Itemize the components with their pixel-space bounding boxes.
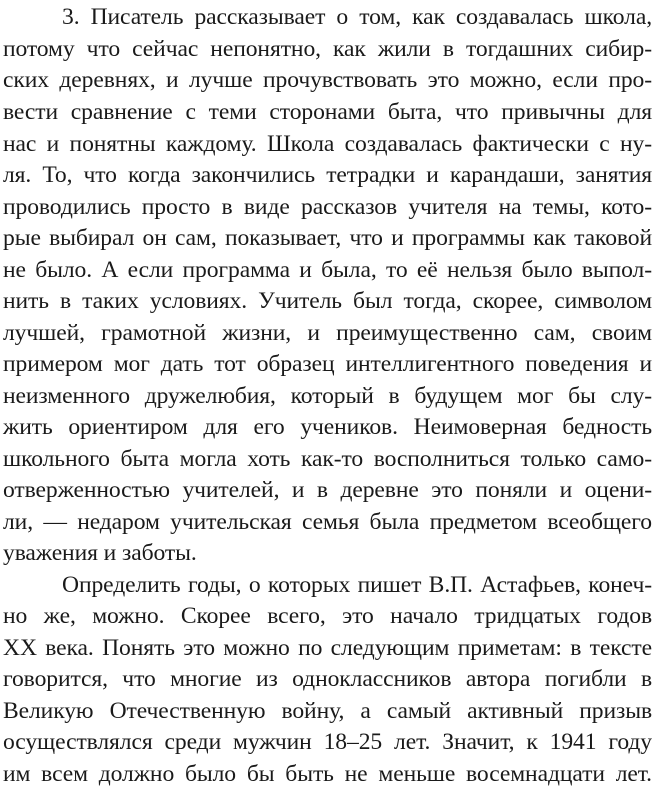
text-line: потому что сейчас непонятно, как жили в тогдашних сибир-: [3, 36, 652, 62]
text-line: Определить годы, о которых пишет В.П. Астафьев, конеч-: [62, 572, 652, 598]
text-line: ли, — недаром учительская семья была предметом всеобщего: [3, 509, 652, 535]
text-line: 3. Писатель рассказывает о том, как создавалась школа,: [62, 4, 652, 30]
text-line: им всем должно было бы быть не меньше восемнадцати лет.: [3, 761, 652, 787]
text-line: нас и понятны каждому. Школа создавалась фактически с ну-: [3, 131, 652, 157]
text-line: Великую Отечественную войну, а самый активный призыв: [3, 698, 652, 724]
text-line: нить в таких условиях. Учитель был тогда, скорее, символом: [3, 288, 652, 314]
text-line: ских деревнях, и лучше прочувствовать это можно, если про-: [3, 67, 652, 93]
text-line: рые выбирал он сам, показывает, что и программы как таковой: [3, 225, 652, 251]
text-line: неизменного дружелюбия, который в будущем мог бы слу-: [3, 383, 652, 409]
text-line: XX века. Понять это можно по следующим приметам: в тексте: [3, 635, 652, 661]
text-line: школьного быта могла хоть как-то восполниться только само-: [3, 446, 652, 472]
text-line: лучшей, грамотной жизни, и преимущественно сам, своим: [3, 320, 652, 346]
text-line: жить ориентиром для его учеников. Неимоверная бедность: [3, 414, 652, 440]
text-line: примером мог дать тот образец интеллигентного поведения и: [3, 351, 652, 377]
text-line: проводились просто в виде рассказов учителя на темы, кото-: [3, 194, 652, 220]
text-line: отверженностью учителей, и в деревне это поняли и оцени-: [3, 477, 652, 503]
text-line: вести сравнение с теми сторонами быта, что привычны для: [3, 99, 652, 125]
text-line: осуществлялся среди мужчин 18–25 лет. Значит, к 1941 году: [3, 729, 652, 755]
text-line: уважения и заботы.: [3, 540, 197, 566]
text-line: но же, можно. Скорее всего, это начало тридцатых годов: [3, 603, 652, 629]
text-line: не было. А если программа и была, то её нельзя было выпол-: [3, 257, 652, 283]
text-line: говорится, что многие из одноклассников автора погибли в: [3, 666, 652, 692]
text-line: ля. То, что когда закончились тетрадки и карандаши, занятия: [3, 162, 652, 188]
